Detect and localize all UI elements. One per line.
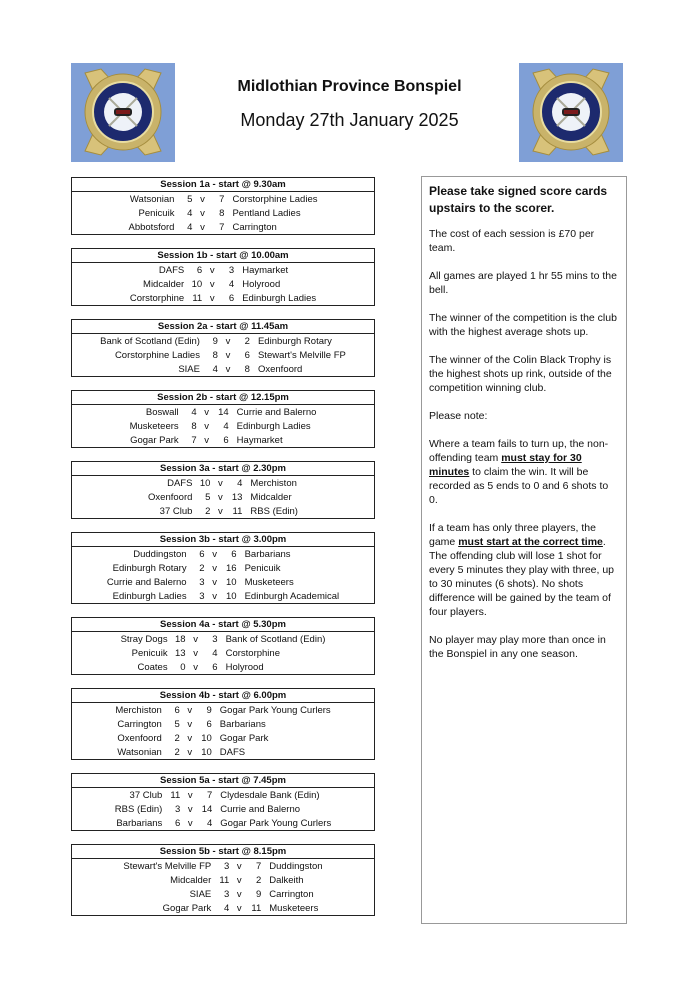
game-row	[127, 433, 320, 447]
home-score: 4	[191, 406, 197, 418]
session-table	[71, 390, 375, 448]
away-team: Gogar Park Young Curlers	[219, 704, 331, 716]
versus: v	[212, 562, 217, 574]
away-team: Carrington	[232, 221, 277, 233]
home-score: 11	[192, 292, 203, 304]
away-score: 4	[237, 477, 243, 489]
away-team: Currie and Balerno	[236, 406, 317, 418]
away-score: 11	[232, 505, 243, 517]
home-team: Merchiston	[115, 704, 162, 716]
game-row	[126, 206, 321, 220]
page-title: Midlothian Province Bonspiel	[237, 78, 462, 95]
home-team: 37 Club	[129, 789, 163, 801]
home-team: Gogar Park	[162, 902, 212, 914]
home-score: 5	[187, 193, 193, 205]
game-row	[120, 887, 325, 901]
versus: v	[187, 789, 193, 801]
away-team: Haymarket	[236, 434, 283, 446]
away-score: 4	[207, 817, 213, 829]
away-team: Edinburgh Ladies	[236, 420, 311, 432]
game-row	[104, 589, 342, 603]
game-row	[118, 632, 329, 646]
home-score: 8	[212, 349, 218, 361]
away-score: 6	[206, 718, 212, 730]
away-team: Holyrood	[242, 278, 281, 290]
versus: v	[187, 817, 193, 829]
session-table	[71, 461, 375, 519]
session-table	[71, 532, 375, 604]
session-table	[71, 773, 375, 831]
away-team: Duddingston	[269, 860, 323, 872]
away-score: 7	[255, 860, 262, 872]
info-three-players	[429, 521, 619, 619]
versus: v	[187, 732, 193, 744]
versus: v	[187, 746, 193, 758]
info-no-show	[429, 437, 619, 507]
away-team: Edinburgh Rotary	[257, 335, 332, 347]
info-trophy: The winner of the Colin Black Trophy is the highest shots up rink, outside of the competition winning club.	[429, 354, 612, 394]
home-team: Edinburgh Ladies	[112, 590, 187, 602]
away-team: Clydesdale Bank (Edin)	[220, 789, 320, 801]
game-row	[118, 646, 329, 660]
away-score: 16	[226, 562, 237, 574]
home-score: 13	[175, 647, 186, 659]
versus: v	[212, 548, 217, 560]
away-score: 6	[228, 292, 235, 304]
text: If a team has only three players, the game	[429, 522, 596, 548]
home-score: 2	[174, 732, 180, 744]
session-table	[71, 617, 375, 675]
session-table	[71, 844, 375, 916]
home-score: 3	[223, 888, 230, 900]
game-row	[145, 490, 301, 504]
home-team: RBS (Edin)	[114, 803, 163, 815]
games-table	[112, 703, 333, 759]
versus: v	[209, 278, 215, 290]
game-row	[97, 362, 349, 376]
away-team: Edinburgh Academical	[244, 590, 340, 602]
home-team: Stewart's Melville FP	[123, 860, 212, 872]
home-team: DAFS	[167, 477, 193, 489]
away-score: 9	[206, 704, 212, 716]
game-row	[112, 788, 334, 802]
home-team: SIAE	[189, 888, 212, 900]
game-row	[112, 717, 333, 731]
away-score: 6	[212, 661, 218, 673]
home-score: 10	[199, 477, 211, 489]
game-row	[127, 419, 320, 433]
session-header: Session 5a - start @ 7.45pm	[72, 774, 374, 788]
versus: v	[212, 576, 217, 588]
versus: v	[212, 590, 217, 602]
away-team: Dalkeith	[269, 874, 304, 886]
away-score: 10	[201, 746, 212, 758]
home-team: Currie and Balerno	[106, 576, 187, 588]
games-table	[104, 547, 342, 603]
home-score: 6	[199, 548, 205, 560]
home-score: 2	[205, 505, 211, 517]
away-score: 6	[244, 349, 250, 361]
versus: v	[218, 491, 223, 503]
game-row	[104, 575, 342, 589]
versus: v	[187, 704, 193, 716]
text: to claim the win. It will be recorded as 5 ends to 0 and 6 shots to 0.	[429, 466, 609, 506]
session-table	[71, 688, 375, 760]
away-score: 9	[255, 888, 262, 900]
away-score: 7	[219, 193, 225, 205]
away-score: 3	[228, 264, 235, 276]
home-score: 4	[223, 902, 230, 914]
home-score: 9	[212, 335, 218, 347]
away-score: 10	[201, 732, 212, 744]
home-score: 5	[174, 718, 180, 730]
home-team: Midcalder	[143, 278, 185, 290]
home-score: 10	[191, 278, 203, 290]
versus: v	[200, 193, 205, 205]
game-row	[120, 873, 325, 887]
emphasis: must start at the correct time	[458, 536, 603, 548]
home-team: Corstorphine Ladies	[114, 349, 200, 361]
games-table	[120, 859, 325, 915]
away-team: Haymarket	[242, 264, 289, 276]
away-score: 13	[231, 491, 243, 503]
home-score: 3	[175, 803, 181, 815]
home-team: Oxenfoord	[117, 732, 162, 744]
session-table	[71, 248, 375, 306]
home-score: 4	[212, 363, 218, 375]
home-score: 3	[199, 576, 205, 588]
away-score: 10	[226, 590, 237, 602]
home-team: Oxenfoord	[148, 491, 193, 503]
versus: v	[204, 434, 210, 446]
home-team: Duddingston	[133, 548, 187, 560]
away-score: 2	[244, 335, 250, 347]
versus: v	[236, 888, 242, 900]
session-header: Session 4b - start @ 6.00pm	[72, 689, 374, 703]
home-score: 6	[196, 264, 203, 276]
event-date: Monday 27th January 2025	[240, 110, 459, 130]
home-score: 11	[219, 874, 230, 886]
away-score: 14	[201, 803, 213, 815]
game-row	[112, 802, 334, 816]
home-team: DAFS	[158, 264, 185, 276]
text: Where a team fails to turn up, the non-offending team	[429, 438, 609, 464]
versus: v	[225, 349, 231, 361]
home-team: Watsonian	[129, 193, 175, 205]
games-table	[127, 405, 320, 447]
versus: v	[187, 803, 193, 815]
games-table	[118, 632, 329, 674]
game-row	[112, 731, 333, 745]
home-team: SIAE	[178, 363, 200, 375]
away-team: Musketeers	[244, 576, 294, 588]
session-table	[71, 319, 375, 377]
text: . The offending club will lose 1 shot for every 5 minutes they play with three, up to 30 minutes (6 shots). No shots difference will be gained by the team of four players.	[429, 536, 615, 618]
home-score: 2	[199, 562, 205, 574]
session-header: Session 4a - start @ 5.30pm	[72, 618, 374, 632]
versus: v	[187, 718, 193, 730]
away-team: Gogar Park	[219, 732, 269, 744]
versus: v	[236, 860, 242, 872]
away-score: 2	[255, 874, 262, 886]
away-team: Barbarians	[219, 718, 266, 730]
away-team: Merchiston	[250, 477, 297, 489]
games-table	[127, 263, 319, 305]
versus: v	[218, 477, 223, 489]
info-cost: The cost of each session is £70 per team.	[429, 228, 595, 254]
home-team: Carrington	[117, 718, 162, 730]
home-team: Corstorphine	[129, 292, 185, 304]
game-row	[97, 334, 349, 348]
sessions-list	[71, 177, 375, 929]
info-lead: Please take signed score cards upstairs to the scorer.	[429, 184, 608, 215]
home-team: Barbarians	[116, 817, 163, 829]
away-score: 6	[231, 548, 237, 560]
home-score: 5	[205, 491, 211, 503]
away-team: Gogar Park Young Curlers	[220, 817, 332, 829]
versus: v	[193, 661, 198, 673]
home-team: Bank of Scotland (Edin)	[100, 335, 200, 347]
home-score: 18	[175, 633, 186, 645]
info-winner: The winner of the competition is the club with the highest average shots up.	[429, 312, 617, 338]
game-row	[120, 859, 325, 873]
game-row	[127, 405, 320, 419]
home-score: 2	[174, 746, 180, 758]
home-score: 0	[180, 661, 186, 673]
versus: v	[225, 335, 231, 347]
session-table	[71, 177, 375, 235]
game-row	[118, 660, 329, 674]
session-header: Session 5b - start @ 8.15pm	[72, 845, 374, 859]
versus: v	[193, 633, 198, 645]
away-team: Corstorphine	[225, 647, 280, 659]
home-team: Gogar Park	[130, 434, 179, 446]
home-score: 3	[223, 860, 230, 872]
away-team: Edinburgh Ladies	[242, 292, 317, 304]
home-score: 7	[191, 434, 197, 446]
game-row	[104, 547, 342, 561]
away-score: 10	[226, 576, 237, 588]
session-header: Session 2a - start @ 11.45am	[72, 320, 374, 334]
emphasis: must stay for 30 minutes	[429, 452, 582, 478]
versus: v	[200, 207, 205, 219]
game-row	[127, 277, 319, 291]
game-row	[120, 901, 325, 915]
versus: v	[200, 221, 205, 233]
home-team: Penicuik	[138, 207, 175, 219]
games-table	[126, 192, 321, 234]
game-row	[112, 816, 334, 830]
info-duration: All games are played 1 hr 55 mins to the bell.	[429, 270, 617, 296]
away-team: Bank of Scotland (Edin)	[225, 633, 326, 645]
away-score: 14	[218, 406, 229, 418]
game-row	[127, 291, 319, 305]
away-team: Currie and Balerno	[220, 803, 301, 815]
home-team: Coates	[137, 661, 168, 673]
versus: v	[209, 292, 215, 304]
versus: v	[209, 264, 215, 276]
away-score: 7	[207, 789, 213, 801]
info-one-play: No player may play more than once in the Bonspiel in any one season.	[429, 634, 606, 660]
away-team: Stewart's Melville FP	[257, 349, 346, 361]
away-team: Pentland Ladies	[232, 207, 301, 219]
home-team: Midcalder	[170, 874, 212, 886]
away-score: 4	[228, 278, 235, 290]
home-score: 6	[175, 817, 181, 829]
away-team: Barbarians	[244, 548, 291, 560]
game-row	[104, 561, 342, 575]
home-team: 37 Club	[159, 505, 193, 517]
versus: v	[218, 505, 223, 517]
home-team: Musketeers	[129, 420, 179, 432]
home-score: 6	[174, 704, 180, 716]
session-header: Session 1b - start @ 10.00am	[72, 249, 374, 263]
away-score: 6	[223, 434, 229, 446]
home-team: Watsonian	[117, 746, 162, 758]
versus: v	[204, 420, 210, 432]
away-score: 4	[223, 420, 229, 432]
session-header: Session 3a - start @ 2.30pm	[72, 462, 374, 476]
away-score: 3	[212, 633, 218, 645]
game-row	[126, 192, 321, 206]
home-score: 8	[191, 420, 197, 432]
away-team: RBS (Edin)	[250, 505, 298, 517]
game-row	[145, 504, 301, 518]
versus: v	[236, 902, 242, 914]
home-team: Boswall	[145, 406, 179, 418]
away-team: Musketeers	[269, 902, 319, 914]
session-header: Session 2b - start @ 12.15pm	[72, 391, 374, 405]
versus: v	[193, 647, 198, 659]
versus: v	[204, 406, 210, 418]
game-row	[145, 476, 301, 490]
game-row	[97, 348, 349, 362]
away-score: 8	[244, 363, 250, 375]
away-team: Oxenfoord	[257, 363, 303, 375]
versus: v	[236, 874, 242, 886]
games-table	[145, 476, 301, 518]
home-score: 4	[187, 207, 193, 219]
home-score: 4	[187, 221, 193, 233]
versus: v	[225, 363, 231, 375]
away-score: 7	[219, 221, 225, 233]
away-score: 8	[219, 207, 225, 219]
info-box	[421, 176, 627, 924]
away-score: 4	[212, 647, 218, 659]
game-row	[127, 263, 319, 277]
session-header: Session 3b - start @ 3.00pm	[72, 533, 374, 547]
home-score: 11	[170, 789, 181, 801]
home-score: 3	[199, 590, 205, 602]
home-team: Penicuik	[131, 647, 168, 659]
game-row	[112, 703, 333, 717]
home-team: Stray Dogs	[120, 633, 168, 645]
away-team: Holyrood	[225, 661, 264, 673]
session-header: Session 1a - start @ 9.30am	[72, 178, 374, 192]
info-note-label: Please note:	[429, 410, 488, 422]
away-team: Corstorphine Ladies	[232, 193, 318, 205]
away-team: Midcalder	[250, 491, 292, 503]
away-team: Penicuik	[244, 562, 281, 574]
away-score: 11	[251, 902, 262, 914]
games-table	[112, 788, 334, 830]
home-team: Edinburgh Rotary	[112, 562, 187, 574]
away-team: DAFS	[219, 746, 246, 758]
games-table	[97, 334, 349, 376]
home-team: Abbotsford	[128, 221, 175, 233]
game-row	[112, 745, 333, 759]
away-team: Carrington	[269, 888, 314, 900]
game-row	[126, 220, 321, 234]
